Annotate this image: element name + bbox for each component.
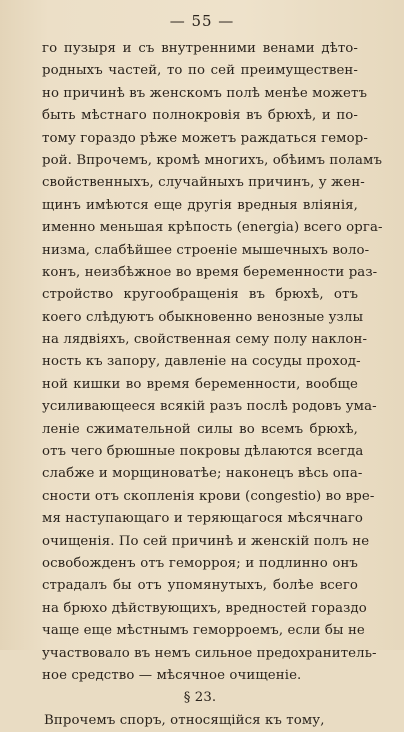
page-number: — 55 — [169,12,235,30]
text-line: чаще еще мѣстнымъ геморроемъ, если бы не [42,623,365,639]
text-line: свойственныхъ, случайныхъ причинъ, у жен- [42,175,365,191]
text-line: сности отъ скопленія крови (congestio) во вре- [42,488,375,504]
text-line: но причинѣ въ женскомъ полѣ менѣе можетъ [42,85,368,101]
text-line: ной кишки во время беременности, вообще [42,376,358,392]
text-line: отъ чего брюшные покровы дѣлаются всегда [42,444,364,460]
text-line: ное средство — мѣсячное очищеніе. [42,667,302,683]
text-line: го пузыря и съ внутренними венами дѣто- [42,41,358,56]
text-line: ность къ запору, давленіе на сосуды проход- [42,354,361,370]
text-line: именно меньшая крѣпость (energia) всего орга- [42,220,383,236]
text-line: леніе сжимательной силы во всемъ брюхѣ, [42,421,358,437]
text-line: на лядвіяхъ, свойственная сему полу наклон- [42,332,368,348]
text-line: быть мѣстнаго полнокровія въ брюхѣ, и по- [42,108,358,124]
text-line: низма, слабѣйшее строеніе мышечныхъ воло- [42,242,370,258]
text-line: щинъ имѣются еще другія вредныя вліянія, [42,197,358,213]
text-line: слабже и морщиноватѣе; наконецъ вѣсь опа- [42,466,363,482]
text-line: коего слѣдуютъ обыкновенно венозные узлы [42,309,364,325]
section-first-line: Впрочемъ споръ, относящійся къ тому, [44,712,325,728]
text-line: страдалъ бы отъ упомянутыхъ, болѣе всего [42,578,358,594]
text-line: конъ, неизбѣжное во время беременности раз- [42,264,378,280]
text-line: стройство кругообращенія въ брюхѣ, отъ [42,287,358,303]
text-line: усиливающееся всякій разъ послѣ родовъ ума- [42,399,377,415]
text-line: участвовало въ немъ сильное предохранитель- [42,645,377,661]
text-line: на брюхо дѣйствующихъ, вредностей гораздо [42,600,367,616]
text-line: родныхъ частей, то по сей преимуществен- [42,63,358,79]
text-line: очищенія. По сей причинѣ и женскій полъ не [42,533,370,549]
text-line: рой. Впрочемъ, кромѣ многихъ, обѣимъ поламъ [42,152,383,168]
text-line: тому гораздо рѣже можетъ раждаться гемор- [42,130,368,146]
section-heading: § 23. [183,690,217,706]
text-line: мя наступающаго и теряющагося мѣсячнаго [42,511,363,527]
text-block [42,38,383,732]
text-line: освобожденъ отъ геморроя; и подлинно онъ [42,555,358,571]
